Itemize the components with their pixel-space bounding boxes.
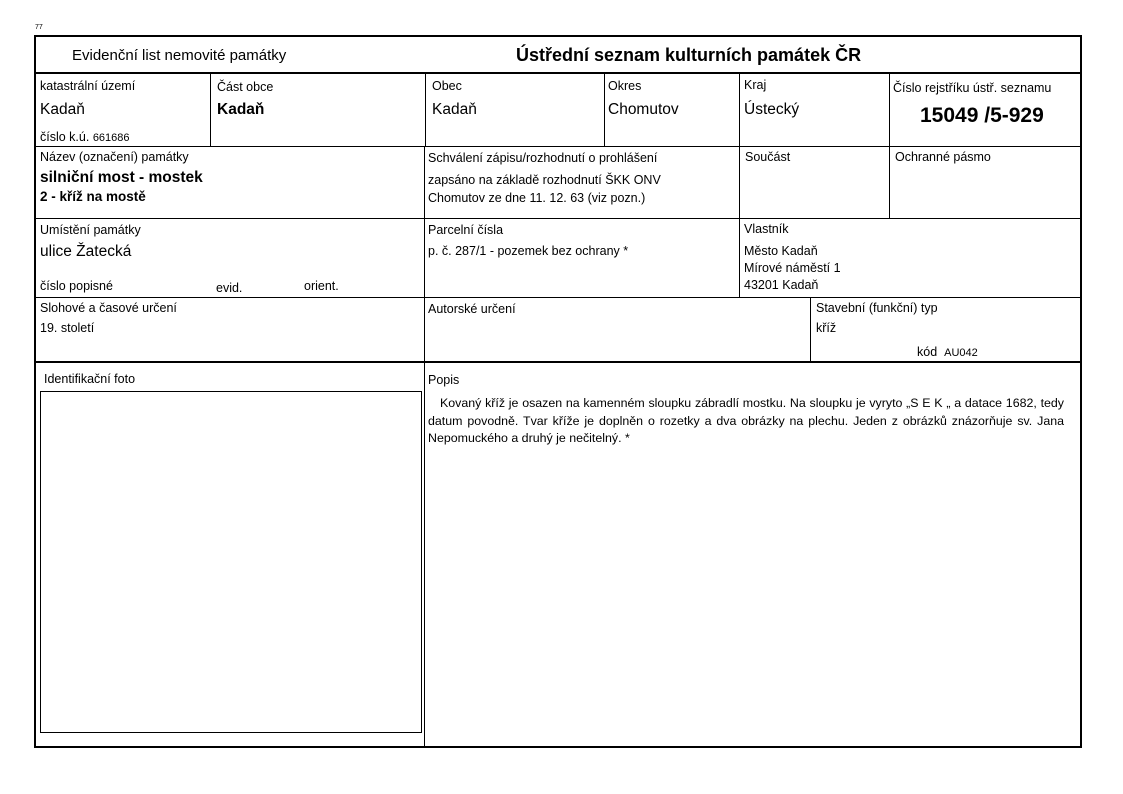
owner-line1: Město Kadaň xyxy=(744,244,818,258)
code-label: kód xyxy=(917,345,938,359)
district-label: Okres xyxy=(608,79,642,93)
register-number-value: 15049 /5-929 xyxy=(920,104,1044,127)
code xyxy=(917,345,978,359)
municipality-value: Kadaň xyxy=(432,101,477,118)
code-value: AU042 xyxy=(944,347,978,359)
register-title: Ústřední seznam kulturních památek ČR xyxy=(516,45,862,65)
municipality-label: Obec xyxy=(432,79,462,93)
approval-line2: Chomutov ze dne 11. 12. 63 (viz pozn.) xyxy=(428,191,646,205)
evid-label: evid. xyxy=(216,281,243,295)
location-value: ulice Žatecká xyxy=(40,243,132,260)
approval-line1: zapsáno na základě rozhodnutí ŠKK ONV xyxy=(428,173,661,187)
divider-col xyxy=(739,147,740,219)
monument-name-label: Název (označení) památky xyxy=(40,150,189,164)
approval-label: Schválení zápisu/rozhodnutí o prohlášení xyxy=(428,151,658,165)
location-label: Umístění památky xyxy=(40,223,141,237)
divider-col xyxy=(424,219,425,298)
building-type-label: Stavební (funkční) typ xyxy=(816,301,938,315)
protection-zone-label: Ochranné pásmo xyxy=(895,150,991,164)
owner-line3: 43201 Kadaň xyxy=(744,278,819,292)
district-value: Chomutov xyxy=(608,101,679,118)
author-label: Autorské určení xyxy=(428,302,516,316)
divider-row1 xyxy=(35,146,1081,147)
page-number: 77 xyxy=(35,24,43,31)
form-title: Evidenční list nemovité památky xyxy=(72,47,287,64)
monument-name-line2: 2 - kříž na mostě xyxy=(40,189,146,204)
divider-col xyxy=(424,147,425,219)
cadastral-number xyxy=(40,130,130,144)
divider-col xyxy=(210,73,211,146)
divider-col xyxy=(425,73,426,147)
description-label: Popis xyxy=(428,373,460,387)
municipality-part-label: Část obce xyxy=(217,80,274,94)
divider-header xyxy=(35,72,1081,74)
divider-row4 xyxy=(35,361,1081,363)
identification-photo-box xyxy=(40,391,422,733)
divider-row2 xyxy=(35,218,1081,219)
orient-label: orient. xyxy=(304,279,339,293)
building-type-value: kříž xyxy=(816,321,837,335)
owner-label: Vlastník xyxy=(744,222,789,236)
parcel-label: Parcelní čísla xyxy=(428,223,504,237)
divider-col xyxy=(889,147,890,219)
cadastral-number-value: 661686 xyxy=(92,132,130,144)
register-number-label: Číslo rejstříku ústř. seznamu xyxy=(893,81,1052,95)
owner-line2: Mírové náměstí 1 xyxy=(744,261,841,275)
divider-col xyxy=(604,73,605,146)
divider-col xyxy=(424,362,425,746)
divider-col xyxy=(424,298,425,362)
divider-col xyxy=(889,73,890,146)
region-value: Ústecký xyxy=(744,101,800,118)
divider-col xyxy=(739,73,740,146)
municipality-part-value: Kadaň xyxy=(217,101,265,118)
divider-row3 xyxy=(35,297,1081,298)
cadastral-area-label: katastrální území xyxy=(40,79,136,93)
component-label: Součást xyxy=(745,150,791,164)
style-period-value: 19. století xyxy=(40,321,95,335)
style-period-label: Slohové a časové určení xyxy=(40,301,177,315)
description-text: Kovaný kříž je osazen na kamenném sloupku zábradlí mostku. Na sloupku je vyryto „S E K „ a datace 1682, tedy datum povodně. Tvar kříže je doplněn o rozetky a dva obrázky na plechu. Jeden z obrázků znázorňuje sv. Jana Nepomuckého a druhý je nečitelný. * xyxy=(428,396,1064,445)
parcel-value: p. č. 287/1 - pozemek bez ochrany * xyxy=(428,244,629,258)
house-number-label: číslo popisné xyxy=(40,279,113,293)
divider-col xyxy=(739,219,740,298)
cadastral-number-label: číslo k.ú. xyxy=(40,130,90,144)
photo-label: Identifikační foto xyxy=(44,372,136,386)
region-label: Kraj xyxy=(744,78,767,92)
monument-name-line1: silniční most - mostek xyxy=(40,169,203,186)
cadastral-area-value: Kadaň xyxy=(40,101,85,118)
divider-col xyxy=(810,298,811,362)
